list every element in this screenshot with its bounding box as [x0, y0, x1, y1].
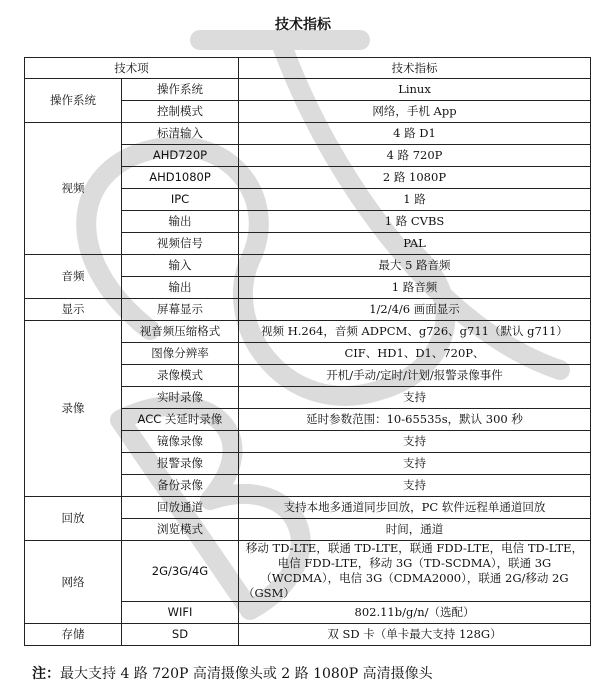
header-spec: 技术指标	[239, 58, 591, 79]
spec-value: 移动 TD-LTE，联通 TD-LTE，联通 FDD-LTE，电信 TD-LTE，电信 FDD-LTE，移动 3G（TD-SCDMA），联通 3G（WCDMA），电信 3G（CDMA2000），联通 2G/移动 2G（GSM）	[239, 541, 591, 602]
spec-value: 双 SD 卡（单卡最大支持 128G）	[239, 624, 591, 646]
spec-value: 2 路 1080P	[239, 167, 591, 189]
category-display: 显示	[25, 299, 122, 321]
item-label: IPC	[122, 189, 239, 211]
spec-value: 支持	[239, 453, 591, 475]
spec-value: 802.11b/g/n/（选配）	[239, 602, 591, 624]
spec-value: 延时参数范围：10-65535s，默认 300 秒	[239, 409, 591, 431]
item-label: 备份录像	[122, 475, 239, 497]
item-label: SD	[122, 624, 239, 646]
spec-value: 支持	[239, 475, 591, 497]
item-label: 回放通道	[122, 497, 239, 519]
item-label: WIFI	[122, 602, 239, 624]
header-item: 技术项	[25, 58, 239, 79]
spec-table	[24, 57, 591, 646]
spec-value: 1 路 CVBS	[239, 211, 591, 233]
item-label: 录像模式	[122, 365, 239, 387]
item-label: 视频信号	[122, 233, 239, 255]
item-label: 报警录像	[122, 453, 239, 475]
item-label: 输出	[122, 277, 239, 299]
category-playback: 回放	[25, 497, 122, 541]
table-row	[25, 624, 591, 646]
footnote-text: 最大支持 4 路 720P 高清摄像头或 2 路 1080P 高清摄像头	[60, 666, 433, 682]
category-network: 网络	[25, 541, 122, 624]
category-storage: 存储	[25, 624, 122, 646]
item-label: AHD1080P	[122, 167, 239, 189]
item-label: 视音频压缩格式	[122, 321, 239, 343]
table-row	[25, 255, 591, 277]
spec-value: PAL	[239, 233, 591, 255]
spec-value: 1/2/4/6 画面显示	[239, 299, 591, 321]
item-label: 屏幕显示	[122, 299, 239, 321]
spec-value: 4 路 D1	[239, 123, 591, 145]
table-row	[25, 299, 591, 321]
table-row	[25, 497, 591, 519]
table-row	[25, 321, 591, 343]
table-row	[25, 79, 591, 101]
spec-value: 支持	[239, 387, 591, 409]
spec-value: 最大 5 路音频	[239, 255, 591, 277]
item-label: AHD720P	[122, 145, 239, 167]
spec-value: 1 路音频	[239, 277, 591, 299]
spec-value: CIF、HD1、D1、720P、	[239, 343, 591, 365]
item-label: 控制模式	[122, 101, 239, 123]
spec-value: 支持	[239, 431, 591, 453]
item-label: 浏览模式	[122, 519, 239, 541]
spec-value: 时间，通道	[239, 519, 591, 541]
item-label: 标清输入	[122, 123, 239, 145]
table-row	[25, 541, 591, 602]
item-label: 输入	[122, 255, 239, 277]
table-header-row	[25, 58, 591, 79]
document-title: 技术指标	[275, 17, 331, 33]
footnote	[32, 663, 433, 683]
category-recording: 录像	[25, 321, 122, 497]
item-label: 输出	[122, 211, 239, 233]
table-row	[25, 123, 591, 145]
item-label: 2G/3G/4G	[122, 541, 239, 602]
spec-value: Linux	[239, 79, 591, 101]
item-label: 实时录像	[122, 387, 239, 409]
item-label: 操作系统	[122, 79, 239, 101]
item-label: 镜像录像	[122, 431, 239, 453]
footnote-label: 注：	[32, 666, 60, 682]
spec-value: 视频 H.264，音频 ADPCM、g726、g711（默认 g711）	[239, 321, 591, 343]
spec-value: 支持本地多通道同步回放，PC 软件远程单通道回放	[239, 497, 591, 519]
spec-value: 开机/手动/定时/计划/报警录像事件	[239, 365, 591, 387]
spec-value: 1 路	[239, 189, 591, 211]
spec-value: 网络，手机 App	[239, 101, 591, 123]
item-label: ACC 关延时录像	[122, 409, 239, 431]
item-label: 图像分辨率	[122, 343, 239, 365]
category-os: 操作系统	[25, 79, 122, 123]
category-video: 视频	[25, 123, 122, 255]
spec-value: 4 路 720P	[239, 145, 591, 167]
category-audio: 音频	[25, 255, 122, 299]
